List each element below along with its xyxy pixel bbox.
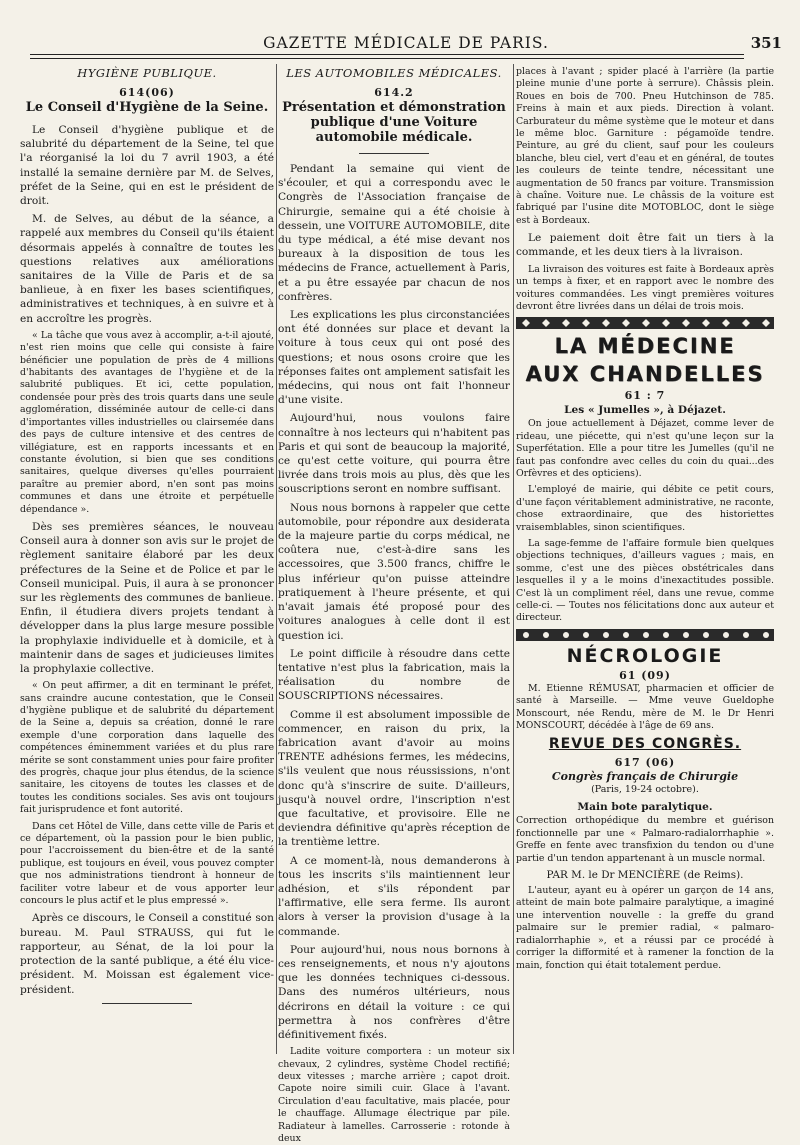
quoted-paragraph: Dans cet Hôtel de Ville, dans cette ville de Paris et ce département, où la passion pour le bien public, pour l'accroissement du bien-être et de la santé publique, est toujours en éveil, vous pouvez compter que nos administrations tiendront à honneur de faciliter votre labeur et de vous apporter leur concours le plus actif et le plus empressé ». xyxy=(20,820,274,907)
masthead-rule xyxy=(30,54,744,59)
report-summary: Correction orthopédique du membre et guérison fonctionnelle par une « Palmaro-radialorrhaphie ». Greffe en fente avec transfixion du tendon ou d'une partie d'un tendon appartenant à un muscle normal. xyxy=(516,815,774,864)
congress-title: Congrès français de Chirurgie xyxy=(551,770,739,784)
report-heading: Main bote paralytique. xyxy=(577,801,713,814)
congress-dates: (Paris, 19-24 octobre). xyxy=(591,784,699,796)
masthead xyxy=(30,34,782,58)
column-right xyxy=(516,66,774,1054)
paragraph: Le Conseil d'hygiène publique et de salubrité du département de la Seine, tel que l'a réorganisé la loi du 7 avril 1903, a été installé la semaine dernière par M. de Selves, préfet de la Seine, qui en est le président de droit. xyxy=(20,124,274,208)
paragraph: Comme il est absolument impossible de commencer, en raison du prix, la fabrication avant d'avoir au moins TRENTE adhésions fermes, les médecins, s'ils veulent que nous réussissions, n'ont donc qu'à s'inscrire de suite. D'ailleurs, jusqu'à nouvel ordre, l'inscription n'est que facultative, et provisoire. Elle ne deviendra définitive qu'après réception de la trentième lettre. xyxy=(278,708,510,849)
paragraph: La livraison des voitures est faite à Bordeaux après un temps à fixer, et en rapport avec le nombre des voitures commandées. Les vingt premières voitures devront être livrées dans un délai de trois mois. xyxy=(516,263,774,312)
section-heading-revue-congres: REVUE DES CONGRÈS. xyxy=(548,736,742,753)
technical-specs: Ladite voiture comportera : un moteur six chevaux, 2 cylindres, système Chodel rectifié; deux vitesses ; marche arrière ; capot droit. Capote noire simili cuir. Glace à l'avant. Circulation d'eau facultative, mais placée, pour le chauffage. Allumage électrique par pile. Radiateur à lamelles. Carrosserie : rotonde à deux xyxy=(278,1046,510,1145)
paragraph: M. de Selves, au début de la séance, a rappelé aux membres du Conseil qu'ils étaient désormais appelés à connaître de toutes les questions relatives aux améliorations sanitaires de la Ville de Paris et de sa banlieue, à en fixer les bases scientifiques, administratives et techniques, à en suivre et à en accroître les progrès. xyxy=(20,213,274,325)
paragraph: Les explications les plus circonstanciées ont été données sur place et devant la voiture à tous ceux qui ont posé des questions; et nous osons croire que les réponses faites ont amplement satisfait les médecins, qui nous ont fait l'honneur d'une visite. xyxy=(278,309,510,407)
paragraph: Aujourd'hui, nous voulons faire connaître à nos lecteurs qui n'habitent pas Paris et qui sont de beaucoup la majorité, ce qu'est cette voiture, qui pourra être livrée dans trois mois au plus, dès que les souscriptions seront en nombre suffisant. xyxy=(278,412,510,496)
paragraph: On joue actuellement à Déjazet, comme lever de rideau, une piécette, qui n'est qu'une leçon sur la Superfétation. Elle a pour titre les Jumelles (qu'il ne faut pas confondre avec celles du coin du quai...des Orfèvres et des opticiens). xyxy=(516,418,774,479)
paragraph: A ce moment-là, nous demanderons à tous les inscrits s'ils maintiennent leur adhésion, et s'ils répondent par l'affirmative, elle sera ferme. Ils auront alors à verser la provision d'usage à la commande. xyxy=(278,854,510,938)
paragraph: Nous nous bornons à rappeler que cette automobile, pour répondre aux desiderata de la majeure partie du corps médical, ne coûtera nue, c'est-à-dire sans les accessoires, que 3.500 francs, chiffre le plus inférieur qu'on puisse atteindre pratiquement à l'heure présente, et qui n'avait jamais été proposé pour des voitures analogues à celle dont il est question ici. xyxy=(278,501,510,642)
end-rule xyxy=(102,1003,192,1004)
rubric-heading: HYGIÈNE PUBLIQUE. xyxy=(77,66,217,80)
paragraph: L'auteur, ayant eu à opérer un garçon de 14 ans, atteint de main bote palmaire paralytique, a imaginé une intervention nouvelle : la greffe du grand palmaire sur le premier radial, « palmaro-radialorrhaphie », et a réussi par ce procédé à corriger la difformité et à ramener la fonction de la main, fonction qui était totalement perdue. xyxy=(516,885,774,971)
column-hygiene xyxy=(20,66,274,1054)
paragraph: Pour aujourd'hui, nous nous bornons à ces renseignements, et nous n'y ajoutons que les données techniques ci-dessous. Dans des numéros ultérieurs, nous décrirons en détail la voiture : ce qui permettra à nos confrères d'être définitivement fixés. xyxy=(278,943,510,1041)
classification-number: 614.2 xyxy=(374,86,414,99)
page-number: 351 xyxy=(750,34,782,52)
rubric-heading: LES AUTOMOBILES MÉDICALES. xyxy=(286,66,502,80)
paragraph: Pendant la semaine qui vient de s'écouler, et qui a correspondu avec le Congrès de l'Association française de Chirurgie, semaine qui a été choisie à dessein, une VOITURE AUTOMOBILE, dite du type médical, a été mise devant nos bureaux à la disposition de tous les médecins de France, actuellement à Paris, et a pu être essayée par chacun de nos confrères. xyxy=(278,163,510,303)
section-heading-medecine: LA MÉDECINE xyxy=(554,334,736,359)
paragraph: Le paiement doit être fait un tiers à la commande, et les deux tiers à la livraison. xyxy=(516,232,774,259)
section-heading-necrologie: NÉCROLOGIE xyxy=(566,644,724,667)
report-author: PAR M. le Dr MENCIÈRE (de Reims). xyxy=(546,869,744,882)
article-title: Présentation et démonstration publique d'une Voiture automobile médicale. xyxy=(282,100,506,145)
quoted-paragraph: « La tâche que vous avez à accomplir, a-t-il ajouté, n'est rien moins que celle qui consiste à faire bénéficier une population de près de 4 millions d'habitants des avantages de l'hygiène et de la salubrité publiques. Et ici, cette population, condensée pour près des trois quarts dans une seule agglomération, disséminée autour de celle-ci dans d'importantes villes industrielles ou clairsemée dans des pays de culture intensive et des centres de villégiature, est en rapports incessants et en constante évolution, si bien que ses conditions sanitaires, quelque diverses qu'elles pourraient paraître au premier abord, n'en sont pas moins communes et dans une étroite et perpétuelle dépendance ». xyxy=(20,329,274,515)
journal-title: GAZETTE MÉDICALE DE PARIS. xyxy=(263,34,549,52)
technical-specs-continued: places à l'avant ; spider placé à l'arrière (la partie pleine munie d'une porte à serrure). Châssis plein. Roues en bois de 700. Pneu Hutchinson de 785. Freins à main et aux pieds. Direction à volant. Carburateur du même système que le moteur et dans le même bloc. Garniture : pégamoïde tendre. Peinture, au gré du client, sauf pour les couleurs blanche, bleu ciel, vert d'eau et en général, de toutes les couleurs de teinte tendre, nécessitant une augmentation de 50 francs par voiture. Transmission à chaîne. Voiture nue. Le châssis de la voiture est fabriqué par l'usine dite MOTOBLOC, dont le siège est à Bordeaux. xyxy=(516,66,774,226)
classification-number: 61 (09) xyxy=(619,668,671,682)
column-automobiles xyxy=(278,66,510,1145)
classification-number: 61 : 7 xyxy=(624,389,666,403)
title-rule xyxy=(359,153,429,154)
obituary-text: M. Etienne RÉMUSAT, pharmacien et officier de santé à Marseille. — Mme veuve Gueldophe Monscourt, née Rendu, mère de M. le Dr Henri MONSCOURT, décédée à l'âge de 69 ans. xyxy=(516,682,774,732)
ornamental-banner xyxy=(516,317,774,329)
column-divider xyxy=(276,64,277,1054)
quoted-paragraph: « On peut affirmer, a dit en terminant le préfet, sans craindre aucune contestation, que le Conseil d'hygiène publique et de salubrité du département de la Seine a, depuis sa création, donné le rare exemple d'une corporation dans laquelle des compétences éminemment variées et du plus rare mérite se sont constamment unies pour faire profiter des progrès, chaque jour plus étendus, de la science sanitaire, les citoyens de toutes les classes et de toutes les conditions sociales. Ses avis ont toujours fait jurisprudence et font autorité. xyxy=(20,680,274,816)
column-divider xyxy=(513,64,514,1054)
article-subtitle: Les « Jumelles », à Déjazet. xyxy=(564,404,726,417)
paragraph: L'employé de mairie, qui débite ce petit cours, d'une façon véritablement administrative, ne raconte, chose extraordinaire, que des historiettes vraisemblables, sinon scientifiques. xyxy=(516,484,774,533)
ornamental-banner xyxy=(516,629,774,641)
classification-number: 614(06) xyxy=(119,86,175,99)
paragraph: Dès ses premières séances, le nouveau Conseil aura à donner son avis sur le projet de règlement sanitaire élaboré par les deux préfectures de la Seine et de Police et par le Conseil municipal. Puis, il aura à se prononcer sur les règlements des communes de banlieue. Enfin, il étudiera divers projets tendant à développer dans la plus large mesure possible la prophylaxie individuelle et à domicile, et à maintenir dans de sages et judicieuses limites la prophylaxie collective. xyxy=(20,520,274,675)
article-title: Le Conseil d'Hygiène de la Seine. xyxy=(25,100,269,115)
paragraph: Après ce discours, le Conseil a constitué son bureau. M. Paul STRAUSS, qui fut le rapporteur, au Sénat, de la loi pour la protection de la santé publique, a été élu vice-président. M. Moissan est également vice-président. xyxy=(20,912,274,996)
classification-number: 617 (06) xyxy=(614,756,676,770)
paragraph: La sage-femme de l'affaire formule bien quelques objections techniques, d'ailleurs vagues ; mais, en somme, c'est une des pièces obstétricales dans lesquelles il y a le moins d'inexactitudes possible. C'est là un compliment réel, dans une revue, comme celle-ci. — Toutes nos félicitations donc aux auteur et directeur. xyxy=(516,537,774,624)
paragraph: Le point difficile à résoudre dans cette tentative n'est plus la fabrication, mais la réalisation du nombre de SOUSCRIPTIONS nécessaires. xyxy=(278,647,510,703)
section-heading-chandelles: AUX CHANDELLES xyxy=(525,362,765,387)
